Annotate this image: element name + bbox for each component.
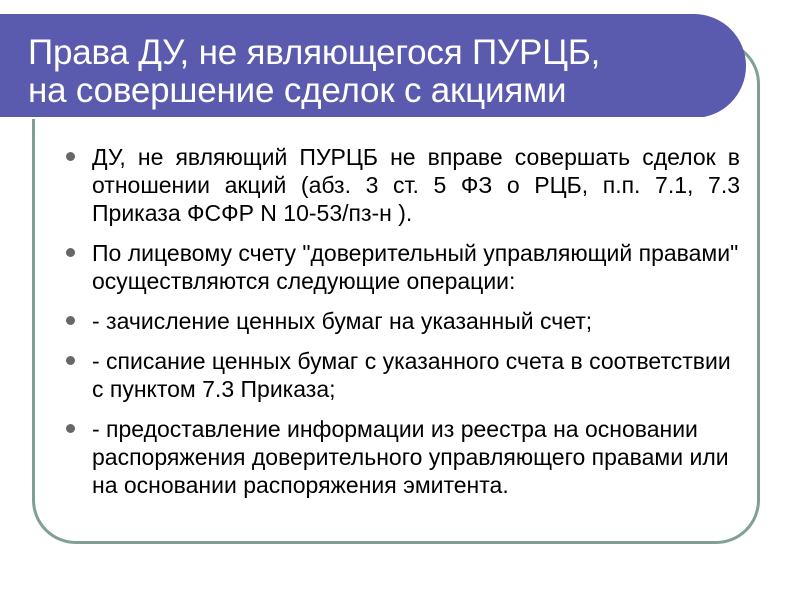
slide-title (28, 34, 600, 110)
bullet-text: - предоставление информации из реестра на основании распоряжения доверительного управляющего правами или на основании распоряжения эмитента. (92, 416, 729, 498)
bullet-item (66, 415, 740, 499)
bullet-text: - списание ценных бумаг с указанного счета в соответствии с пунктом 7.3 Приказа; (92, 348, 731, 402)
bullet-dot-icon (66, 248, 75, 257)
bullet-dot-icon (66, 316, 75, 325)
bullet-item (66, 143, 740, 227)
bullet-dot-icon (66, 424, 75, 433)
bullet-dot-icon (66, 152, 75, 161)
bullet-text: - зачисление ценных бумаг на указанный счет; (92, 308, 593, 334)
bullet-list (66, 143, 740, 511)
bullet-text: По лицевому счету "доверительный управляющий правами" осуществляются следующие операции: (92, 240, 739, 294)
slide-title-line-2: на совершение сделок с акциями (28, 71, 567, 110)
title-underline (0, 117, 708, 119)
bullet-text: ДУ, не являющий ПУРЦБ не вправе совершать сделок в отношении акций (абз. 3 ст. 5 ФЗ о РЦБ, п.п. 7.1, 7.3 Приказа ФСФР N 10-53/пз-н ). (92, 144, 740, 226)
slide-title-line-1: Права ДУ, не являющегося ПУРЦБ, (28, 33, 601, 72)
bullet-item (66, 239, 740, 295)
bullet-item (66, 347, 740, 403)
title-bar (0, 14, 746, 118)
bullet-item (66, 307, 740, 335)
bullet-dot-icon (66, 356, 75, 365)
